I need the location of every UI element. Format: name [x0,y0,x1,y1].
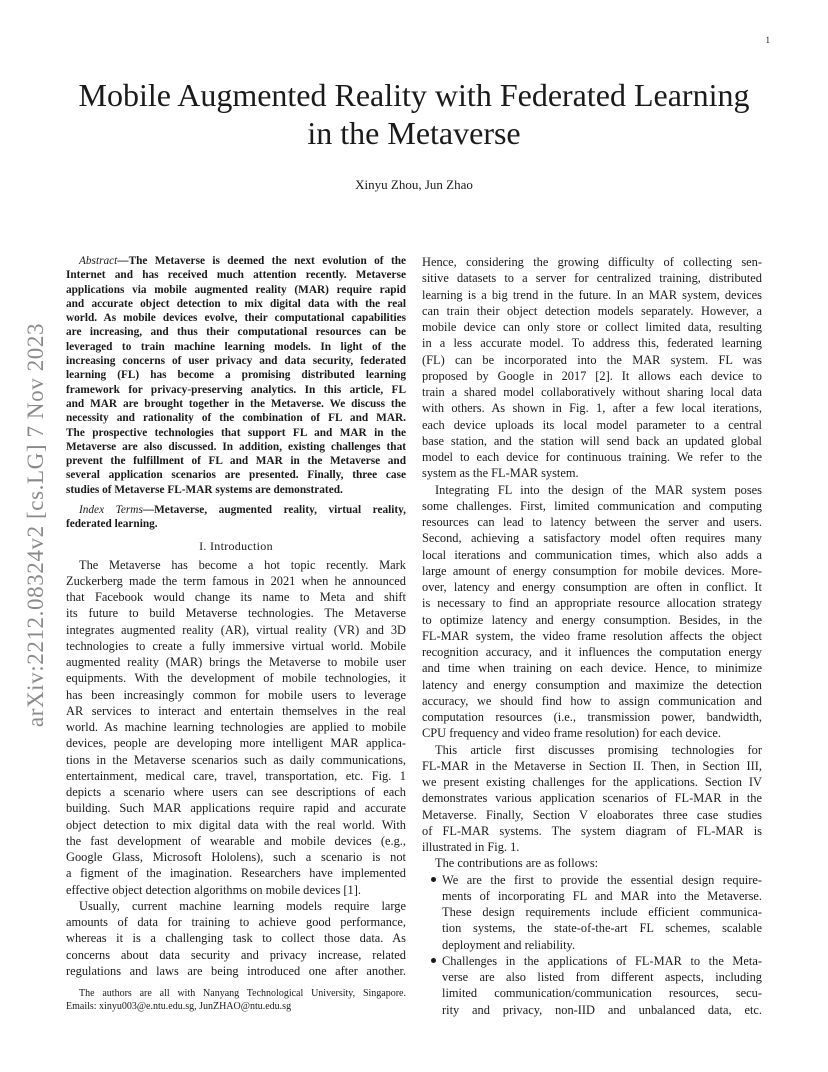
text-line: prevent the fulfillment of FL and MAR in the Metaverse and [66,455,406,468]
text-line: Second, achieving a satisfactory model often requires many [422,531,762,546]
text-line: effective object detection algorithms on mobile devices [1]. [66,882,361,897]
text-line: with others. As shown in Fig. 1, after a few local iterations, [422,401,762,416]
text-line: verse are also listed from different aspects, including [442,970,762,984]
footnote [66,987,406,1013]
abstract-body [66,268,406,497]
text-line: a figment of the imagination. Researchers have implemented [66,866,406,881]
intro-paragraph-1 [66,557,406,898]
abstract-first-line: Abstract—The Metaverse is deemed the next evolution of the [79,255,406,267]
text-line: leveraged to train machine learning models. In light of the [66,340,406,353]
text-line: we present existing challenges for the applications. Section IV [422,775,762,789]
text-line: The prospective technologies that support FL and MAR in the [66,426,406,439]
index-terms-label: Index Terms [79,504,143,517]
title-line: in the Metaverse [307,115,521,151]
arxiv-identifier-text: arXiv:2212.08324v2 [cs.LG] 7 Nov 2023 [23,322,48,728]
bullet-icon [431,877,436,882]
text-line: Internet and has received much attention recently. Metaverse [66,269,406,282]
text-line: amounts of data for training to achieve good performance, [66,915,406,930]
text-line: local iterations and communication times, which also adds a [422,547,762,562]
contribution-bullet-2 [422,953,762,1018]
text-line: tions in the Metaverse scenarios such as daily communications, [66,752,406,767]
text-line: Challenges in the applications of FL-MAR to the Meta- [442,953,762,968]
right-column [422,254,762,1018]
text-line: are increasing, and thus their computational resources can be [66,326,406,339]
text-line: limited communication/communication resources, secu- [442,986,762,1001]
text-line: increasing concerns of user privacy and data security, federated [66,355,406,368]
text-line: computation resources (i.e., transmission power, bandwidth, [422,710,762,724]
text-line: learning is a big trend in the future. In an MAR system, devices [422,287,762,302]
text-line: recognition accuracy, and it influences the computation energy [422,645,762,659]
text-line: each device uploads its local model parameter to a central [422,417,762,432]
text-line: the fast development of wearable and mobile devices (e.g., [66,833,406,848]
text-line: devices, people are developing more intelligent MAR applica- [66,736,406,751]
text-line: world. As machine learning technologies are applied to mobile [66,720,406,735]
text-line: tion systems, the state-of-the-art FL schemes, scalable [442,921,762,936]
text-line: entertainment, medical care, travel, transportation, etc. Fig. 1 [66,768,406,783]
text-line: ments of incorporating FL and MAR into the Metaverse. [442,888,762,903]
text-line: of FL-MAR systems. The system diagram of FL-MAR is [422,823,762,838]
text-line: This article first discusses promising technologies for [435,742,762,757]
text-line: regulations and laws are being introduced one after another. [66,963,406,978]
text-line: These design requirements include efficient communica- [442,905,762,919]
text-line: base station, and the station will send back an updated global [422,433,762,448]
text-line: Usually, current machine learning models require large [79,898,406,913]
text-line: Zuckerberg made the term famous in 2021 when he announced [66,573,406,588]
text-line: accuracy, we should find how to assign communication and [422,693,762,708]
index-terms [66,503,406,532]
text-line: several application scenarios are presented. Finally, three case [66,469,406,482]
text-line: mobile device can only store or collect limited data, resulting [422,320,762,334]
text-line: The Metaverse has become a hot topic recently. Mark [79,557,406,572]
text-line: studies of Metaverse FL-MAR systems are demonstrated. [66,483,343,496]
text-line: sitive datasets to a server for centralized training, distributed [422,271,762,286]
text-line: applications via mobile augmented reality (MAR) require rapid [66,283,406,296]
text-line: proposed by Google in 2017 [2]. It allows each device to [422,368,762,383]
text-line: equipments. With the development of mobile technologies, it [66,671,406,686]
text-line: Metaverse. Finally, Section V eloaborates three case studies [422,807,762,822]
text-line: depicts a scenario where users can see descriptions of each [66,785,406,800]
right-paragraph-2 [422,482,762,742]
paper-title [60,76,768,152]
text-line: has been increasingly common for mobile users to leverage [66,687,406,702]
bullet-icon [431,958,436,963]
text-line: integrates augmented reality (AR), virtual reality (VR) and 3D [66,622,406,637]
index-terms-first-line: Index Terms—Metaverse, augmented reality, virtual reality, [79,504,406,517]
text-line: rity and privacy, non-IID and unbalanced data, etc. [442,1002,762,1017]
contribution-text [442,872,762,953]
text-line: Hence, considering the growing difficulty of collecting sen- [422,255,762,269]
text-line: (FL) can be incorporated into the MAR system. FL was [422,352,762,367]
text-line: latency and energy consumption and maximize the detection [422,677,762,692]
text-line: over, latency and energy consumption are often in conflict. It [422,580,762,594]
text-line: FL-MAR system, the video frame resolution affects the object [422,628,762,643]
text-line: federated learning. [66,518,158,531]
text-line: framework for privacy-preserving analytics. In this article, FL [66,383,406,396]
text-line: model to each device for continuous training. We refer to the [422,450,762,464]
text-line: system as the FL-MAR system. [422,466,579,481]
text-line: that Facebook would change its name to Meta and shift [66,590,406,605]
intro-paragraph-2 [66,898,406,979]
index-terms-body [66,517,406,531]
text-line: and MAR are brought together in the Metaverse. We discuss the [66,397,406,410]
text-line: building. Such MAR applications require rapid and accurate [66,801,406,816]
text-line: learning (FL) has become a promising distributed learning [66,369,406,382]
text-line: train a shared model collaboratively without sharing local data [422,385,762,399]
text-line: Integrating FL into the design of the MAR system poses [435,482,762,497]
text-line: We are the first to provide the essential design require- [442,872,762,887]
authors: Xinyu Zhou, Jun Zhao [355,177,473,192]
left-column [66,254,406,1013]
text-line: illustrated in Fig. 1. [422,840,520,854]
text-line: technologies to create a fully immersive virtual world. Mobile [66,638,406,653]
text-line: some challenges. First, limited communication and computing [422,498,762,513]
text-line: FL-MAR in the Metaverse in Section II. Then, in Section III, [422,758,762,773]
text-line: Emails: xinyu003@e.ntu.edu.sg, JunZHAO@ntu.edu.sg [66,1001,292,1013]
text-line: deployment and reliability. [442,937,576,952]
section-heading-introduction: I. Introduction [199,538,273,553]
right-paragraph-3 [422,742,762,856]
text-line: is necessary to find an appropriate resource allocation strategy [422,596,762,611]
text-line: Metaverse are also discussed. In addition, existing challenges that [66,440,406,453]
text-line: to optimize latency and energy consumption. Besides, in the [422,612,762,627]
page-number: 1 [765,35,770,45]
text-line: object detection to mix digital data with the real world. With [66,817,406,832]
right-paragraph-1 [422,254,762,482]
text-line: whereas it is a challenging task to collect those data. As [66,931,406,946]
abstract-label: Abstract [79,255,118,267]
text-line: can train their object detection models separately. However, a [422,303,762,318]
text-line: augmented reality (MAR) brings the Metaverse to mobile user [66,655,406,670]
contributions-intro: The contributions are as follows: [435,856,599,871]
text-line: AR services to interact and entertain themselves in the real [66,703,406,718]
contribution-text [442,953,762,1018]
text-line: and accurate object detection to mix digital data with the real [66,297,406,310]
text-line: its future to build Metaverse technologies. The Metaverse [66,606,406,621]
abstract [66,254,406,497]
text-line: concerns about data security and privacy increase, related [66,947,406,962]
text-line: in a less accurate model. To address this, federated learning [422,336,762,351]
title-line: Mobile Augmented Reality with Federated Learning [78,77,750,113]
text-line: resources can lead to latency between the server and users. [422,515,762,529]
text-line: The authors are all with Nanyang Technological University, Singapore. [79,988,406,1000]
text-line: world. As mobile devices evolve, their computational capabilities [66,312,406,325]
contribution-bullet-1 [422,872,762,953]
arxiv-identifier-stamp [12,290,60,760]
text-line: demonstrates various application scenarios of FL-MAR in the [422,791,762,806]
text-line: necessity and rationality of the combination of FL and MAR. [66,412,406,425]
text-line: Google Glass, Microsoft Hololens), such a scenario is not [66,850,406,865]
text-line: and time when training on each device. Hence, to minimize [422,661,762,676]
text-line: CPU frequency and video frame resolution) for each device. [422,726,721,741]
text-line: large amount of energy consumption for mobile devices. More- [422,563,762,578]
